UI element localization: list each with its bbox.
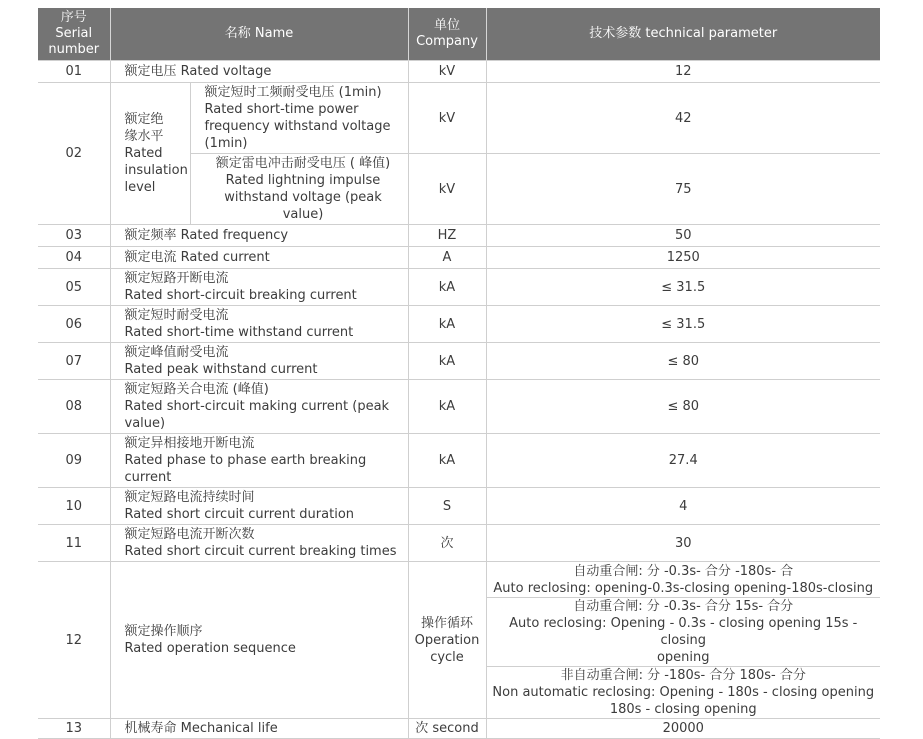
row-name: 额定短路关合电流 (峰值) Rated short-circuit making current (peak value) — [110, 380, 408, 434]
row-no: 12 — [38, 562, 110, 719]
row-value: 75 — [486, 154, 880, 225]
row-unit: HZ — [408, 225, 486, 247]
table-row — [38, 247, 880, 269]
row-unit: kA — [408, 269, 486, 306]
row-group-label: 额定绝 缘水平 Rated insulation level — [110, 83, 190, 225]
table-row — [38, 61, 880, 83]
table-row — [38, 488, 880, 525]
header-company: 单位 Company — [408, 8, 486, 61]
sequence-auto-reclosing-1: 自动重合闸: 分 -0.3s- 合分 -180s- 合 Auto reclosing: opening-0.3s-closing opening-180s-closing — [486, 562, 880, 598]
row-name: 额定电流 Rated current — [110, 247, 408, 269]
table-row — [38, 83, 880, 154]
row-unit: kA — [408, 380, 486, 434]
row-no: 03 — [38, 225, 110, 247]
table-row — [38, 719, 880, 739]
row-no: 13 — [38, 719, 110, 739]
sequence-non-auto-reclosing: 非自动重合闸: 分 -180s- 合分 180s- 合分 Non automatic reclosing: Opening - 180s - closing opening 180s - closing opening — [486, 667, 880, 719]
row-unit: kA — [408, 434, 486, 488]
row-name: 额定短路电流持续时间 Rated short circuit current duration — [110, 488, 408, 525]
row-value: ≤ 31.5 — [486, 269, 880, 306]
row-no: 09 — [38, 434, 110, 488]
row-unit: 次 second — [408, 719, 486, 739]
table-row — [38, 434, 880, 488]
row-name: 额定异相接地开断电流 Rated phase to phase earth breaking current — [110, 434, 408, 488]
table-row — [38, 343, 880, 380]
table-row — [38, 525, 880, 562]
table-header — [38, 8, 880, 61]
row-name: 额定短路电流开断次数 Rated short circuit current breaking times — [110, 525, 408, 562]
row-no: 10 — [38, 488, 110, 525]
header-serial: 序号 Serial number — [38, 8, 110, 61]
table-row — [38, 562, 880, 598]
row-no: 11 — [38, 525, 110, 562]
row-sub-name: 额定短时工频耐受电压 (1min) Rated short-time power frequency withstand voltage (1min) — [190, 83, 408, 154]
sequence-auto-reclosing-2: 自动重合闸: 分 -0.3s- 合分 15s- 合分 Auto reclosing: Opening - 0.3s - closing opening 15s - closing opening — [486, 598, 880, 667]
row-name: 额定操作顺序 Rated operation sequence — [110, 562, 408, 719]
row-value: 12 — [486, 61, 880, 83]
row-value: 27.4 — [486, 434, 880, 488]
row-unit: S — [408, 488, 486, 525]
row-value: 1250 — [486, 247, 880, 269]
row-value: ≤ 31.5 — [486, 306, 880, 343]
row-value: 4 — [486, 488, 880, 525]
technical-parameter-table — [38, 8, 880, 739]
row-value: 30 — [486, 525, 880, 562]
row-name: 额定频率 Rated frequency — [110, 225, 408, 247]
row-no: 07 — [38, 343, 110, 380]
header-name: 名称 Name — [110, 8, 408, 61]
row-unit: A — [408, 247, 486, 269]
row-unit: 操作循环 Operation cycle — [408, 562, 486, 719]
row-name: 额定峰值耐受电流 Rated peak withstand current — [110, 343, 408, 380]
row-value: ≤ 80 — [486, 343, 880, 380]
row-unit: kA — [408, 306, 486, 343]
row-value: 50 — [486, 225, 880, 247]
row-unit: kA — [408, 343, 486, 380]
row-unit: 次 — [408, 525, 486, 562]
row-no: 02 — [38, 83, 110, 225]
row-name: 额定短时耐受电流 Rated short-time withstand current — [110, 306, 408, 343]
row-no: 05 — [38, 269, 110, 306]
row-value: ≤ 80 — [486, 380, 880, 434]
row-value: 20000 — [486, 719, 880, 739]
header-param: 技术参数 technical parameter — [486, 8, 880, 61]
table-row — [38, 306, 880, 343]
row-value: 42 — [486, 83, 880, 154]
row-unit: kV — [408, 61, 486, 83]
row-sub-name: 额定雷电冲击耐受电压 ( 峰值) Rated lightning impulse withstand voltage (peak value) — [190, 154, 408, 225]
row-no: 08 — [38, 380, 110, 434]
row-unit: kV — [408, 154, 486, 225]
row-name: 额定短路开断电流 Rated short-circuit breaking current — [110, 269, 408, 306]
row-name: 额定电压 Rated voltage — [110, 61, 408, 83]
row-no: 04 — [38, 247, 110, 269]
row-unit: kV — [408, 83, 486, 154]
row-no: 01 — [38, 61, 110, 83]
table-row — [38, 269, 880, 306]
row-name: 机械寿命 Mechanical life — [110, 719, 408, 739]
table-row — [38, 380, 880, 434]
row-no: 06 — [38, 306, 110, 343]
table-row — [38, 225, 880, 247]
